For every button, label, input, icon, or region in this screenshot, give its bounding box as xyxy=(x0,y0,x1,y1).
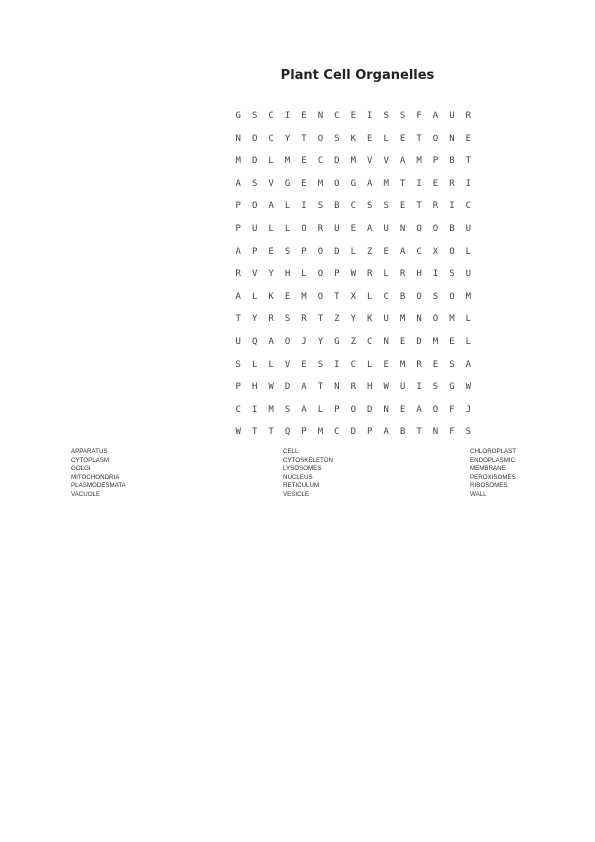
word-search-grid xyxy=(230,108,477,447)
grid-letter: A xyxy=(235,246,241,257)
grid-letter: L xyxy=(268,359,274,370)
grid-letter: T xyxy=(268,427,274,438)
grid-letter: P xyxy=(301,246,307,257)
grid-letter: R xyxy=(317,223,324,234)
grid-letter: L xyxy=(301,269,307,280)
grid-row xyxy=(230,108,477,131)
grid-letter: P xyxy=(301,427,307,438)
grid-letter: S xyxy=(251,111,258,121)
grid-letter: L xyxy=(465,246,472,257)
grid-letter: O xyxy=(350,404,356,415)
grid-letter: N xyxy=(416,314,422,325)
grid-letter: H xyxy=(416,269,422,280)
grid-letter: R xyxy=(416,359,422,370)
grid-letter: A xyxy=(432,111,439,121)
grid-letter: X xyxy=(432,246,439,257)
grid-letter: R xyxy=(350,382,356,393)
word-list-item: MEMBRANE xyxy=(470,465,506,473)
grid-letter: S xyxy=(317,359,324,370)
grid-letter: N xyxy=(399,223,406,234)
grid-letter: Y xyxy=(251,314,258,325)
grid-letter: W xyxy=(383,382,389,393)
grid-letter: M xyxy=(383,178,389,189)
grid-letter: O xyxy=(317,133,324,144)
grid-letter: T xyxy=(235,314,241,325)
grid-letter: J xyxy=(465,404,472,415)
grid-letter: N xyxy=(383,404,389,415)
grid-letter: M xyxy=(350,156,356,167)
grid-letter: H xyxy=(284,269,291,280)
grid-letter: P xyxy=(235,223,241,234)
grid-letter: S xyxy=(432,291,439,302)
grid-letter: W xyxy=(235,427,241,438)
grid-letter: E xyxy=(350,111,356,121)
grid-letter: H xyxy=(367,382,373,393)
grid-letter: V xyxy=(268,178,274,189)
grid-letter: C xyxy=(350,359,356,370)
grid-letter: J xyxy=(301,336,307,347)
grid-letter: A xyxy=(416,404,422,415)
word-list-column-3 xyxy=(470,448,516,500)
grid-letter: N xyxy=(334,382,340,393)
word-list-item: VESICLE xyxy=(283,490,310,498)
grid-letter: L xyxy=(268,223,274,234)
grid-letter: O xyxy=(432,133,439,144)
grid-letter: O xyxy=(284,336,291,347)
grid-letter: T xyxy=(399,178,406,189)
grid-row xyxy=(230,289,477,312)
grid-letter: E xyxy=(268,246,274,257)
grid-letter: S xyxy=(284,246,291,257)
grid-letter: S xyxy=(399,111,406,121)
grid-letter: T xyxy=(465,156,472,167)
grid-letter: I xyxy=(301,201,307,212)
grid-letter: E xyxy=(350,223,356,234)
grid-letter: A xyxy=(399,246,406,257)
grid-letter: O xyxy=(416,291,422,302)
grid-letter: O xyxy=(251,201,258,212)
grid-letter: L xyxy=(284,201,291,212)
grid-letter: I xyxy=(449,201,455,212)
grid-letter: E xyxy=(301,111,307,121)
grid-row xyxy=(230,221,477,244)
grid-letter: S xyxy=(432,382,439,393)
grid-letter: L xyxy=(465,314,472,325)
grid-letter: R xyxy=(399,269,406,280)
word-list-item: RIBOSOMES xyxy=(470,482,508,490)
word-list-item: CHLOROPLAST xyxy=(470,448,517,455)
grid-letter: A xyxy=(399,156,406,167)
grid-letter: L xyxy=(383,133,389,144)
grid-letter: A xyxy=(367,223,373,234)
grid-letter: L xyxy=(465,336,472,347)
grid-letter: S xyxy=(251,178,258,189)
grid-letter: T xyxy=(334,291,340,302)
grid-letter: T xyxy=(416,133,422,144)
grid-letter: A xyxy=(235,178,241,189)
grid-letter: M xyxy=(432,336,439,347)
grid-letter: U xyxy=(334,223,340,234)
grid-letter: N xyxy=(383,336,389,347)
grid-letter: A xyxy=(268,336,274,347)
grid-letter: T xyxy=(317,382,324,393)
grid-letter: C xyxy=(416,246,422,257)
grid-letter: D xyxy=(367,404,373,415)
grid-letter: E xyxy=(399,133,406,144)
grid-letter: M xyxy=(268,404,274,415)
grid-row xyxy=(230,153,477,176)
grid-letter: C xyxy=(334,427,340,438)
grid-letter: E xyxy=(449,336,455,347)
grid-letter: C xyxy=(350,201,356,212)
grid-letter: E xyxy=(301,178,307,189)
grid-letter: M xyxy=(317,427,324,438)
grid-letter: C xyxy=(268,133,274,144)
grid-letter: R xyxy=(465,111,472,121)
grid-letter: L xyxy=(268,156,274,167)
grid-letter: F xyxy=(449,427,455,438)
grid-letter: K xyxy=(367,314,373,325)
grid-letter: I xyxy=(367,111,373,121)
grid-letter: K xyxy=(268,291,274,302)
grid-letter: D xyxy=(251,156,258,167)
grid-letter: N xyxy=(432,427,439,438)
grid-letter: T xyxy=(416,201,422,212)
grid-letter: B xyxy=(399,427,406,438)
grid-letter: A xyxy=(301,382,307,393)
grid-letter: G xyxy=(350,178,356,189)
grid-row xyxy=(230,176,477,199)
grid-letter: E xyxy=(367,133,373,144)
grid-letter: L xyxy=(383,269,389,280)
grid-letter: S xyxy=(449,359,455,370)
grid-letter: Y xyxy=(268,269,274,280)
grid-letter: Y xyxy=(317,336,324,347)
grid-letter: I xyxy=(334,359,340,370)
grid-letter: Y xyxy=(284,133,291,144)
grid-letter: S xyxy=(317,201,324,212)
grid-letter: T xyxy=(416,427,422,438)
grid-letter: L xyxy=(284,223,291,234)
grid-letter: P xyxy=(334,269,340,280)
grid-letter: K xyxy=(350,133,356,144)
grid-letter: S xyxy=(284,314,291,325)
grid-letter: S xyxy=(383,111,389,121)
grid-letter: E xyxy=(399,404,406,415)
grid-letter: P xyxy=(432,156,439,167)
page-title: Plant Cell Organelles xyxy=(280,68,435,83)
grid-letter: U xyxy=(251,223,258,234)
grid-letter: O xyxy=(416,223,422,234)
grid-letter: S xyxy=(284,404,291,415)
grid-letter: E xyxy=(301,359,307,370)
grid-letter: G xyxy=(449,382,455,393)
grid-letter: C xyxy=(383,291,389,302)
grid-letter: A xyxy=(383,427,389,438)
grid-letter: O xyxy=(334,178,340,189)
grid-letter: W xyxy=(465,382,472,393)
grid-letter: Z xyxy=(367,246,373,257)
grid-letter: R xyxy=(235,269,241,280)
word-list-item: RETICULUM xyxy=(283,482,320,490)
grid-letter: M xyxy=(301,291,307,302)
word-list-item: LYSOSOMES xyxy=(283,465,322,473)
grid-letter: G xyxy=(334,336,340,347)
grid-letter: X xyxy=(350,291,356,302)
grid-letter: D xyxy=(350,427,356,438)
grid-letter: C xyxy=(235,404,241,415)
grid-row xyxy=(230,424,477,447)
grid-letter: L xyxy=(317,404,324,415)
grid-letter: O xyxy=(432,223,439,234)
grid-row xyxy=(230,244,477,267)
grid-letter: C xyxy=(465,201,472,212)
grid-letter: L xyxy=(367,291,373,302)
word-list-item: CYTOPLASM xyxy=(71,456,110,464)
grid-letter: D xyxy=(284,382,291,393)
grid-letter: M xyxy=(449,314,455,325)
grid-letter: S xyxy=(235,359,241,370)
grid-letter: F xyxy=(416,111,422,121)
grid-letter: Z xyxy=(350,336,356,347)
grid-letter: D xyxy=(416,336,422,347)
grid-letter: E xyxy=(399,201,406,212)
grid-letter: P xyxy=(235,201,241,212)
grid-letter: B xyxy=(449,223,455,234)
grid-letter: P xyxy=(334,404,340,415)
word-list-item: APPARATUS xyxy=(71,448,108,455)
grid-letter: V xyxy=(251,269,258,280)
grid-letter: U xyxy=(235,336,241,347)
grid-letter: C xyxy=(317,156,324,167)
grid-letter: O xyxy=(317,246,324,257)
grid-letter: R xyxy=(432,201,439,212)
grid-letter: E xyxy=(284,291,291,302)
grid-letter: M xyxy=(399,314,406,325)
word-list-item: GOLGI xyxy=(71,465,91,473)
grid-row xyxy=(230,266,477,289)
grid-letter: V xyxy=(284,359,291,370)
grid-letter: E xyxy=(432,178,439,189)
grid-letter: G xyxy=(235,111,241,121)
grid-letter: A xyxy=(465,359,472,370)
grid-letter: A xyxy=(301,404,307,415)
grid-letter: S xyxy=(449,269,455,280)
grid-letter: L xyxy=(350,246,356,257)
grid-row xyxy=(230,131,477,154)
grid-letter: T xyxy=(251,427,258,438)
grid-letter: D xyxy=(334,246,340,257)
grid-letter: O xyxy=(432,404,439,415)
grid-letter: G xyxy=(284,178,291,189)
grid-row xyxy=(230,198,477,221)
grid-row xyxy=(230,311,477,334)
grid-letter: B xyxy=(399,291,406,302)
word-list-item: PLASMODESMATA xyxy=(71,482,126,490)
word-list-item: ENDOPLASMIC xyxy=(470,456,516,464)
grid-row xyxy=(230,402,477,425)
word-list-column-1 xyxy=(71,448,126,500)
grid-letter: L xyxy=(367,359,373,370)
grid-letter: P xyxy=(251,246,258,257)
grid-letter: C xyxy=(334,111,340,121)
grid-letter: U xyxy=(465,223,472,234)
grid-letter: E xyxy=(383,359,389,370)
grid-letter: N xyxy=(449,133,455,144)
grid-letter: O xyxy=(432,314,439,325)
grid-letter: O xyxy=(317,291,324,302)
grid-letter: A xyxy=(235,291,241,302)
grid-letter: Z xyxy=(334,314,340,325)
grid-letter: I xyxy=(251,404,258,415)
word-list-item: MITOCHONDRIA xyxy=(71,473,120,481)
grid-letter: B xyxy=(334,201,340,212)
grid-letter: B xyxy=(449,156,455,167)
grid-letter: E xyxy=(465,133,472,144)
grid-letter: S xyxy=(383,201,389,212)
grid-letter: C xyxy=(268,111,274,121)
grid-letter: C xyxy=(367,336,373,347)
grid-letter: M xyxy=(284,156,291,167)
grid-letter: U xyxy=(449,111,455,121)
grid-letter: L xyxy=(251,359,258,370)
grid-letter: M xyxy=(416,156,422,167)
grid-letter: T xyxy=(301,133,307,144)
grid-letter: O xyxy=(317,269,324,280)
grid-letter: R xyxy=(301,314,307,325)
grid-letter: S xyxy=(367,201,373,212)
grid-letter: I xyxy=(284,111,291,121)
grid-letter: M xyxy=(465,291,472,302)
word-list-item: PEROXISOMES xyxy=(470,473,516,481)
grid-letter: O xyxy=(301,223,307,234)
grid-letter: H xyxy=(251,382,258,393)
grid-letter: A xyxy=(367,178,373,189)
grid-letter: E xyxy=(432,359,439,370)
grid-letter: R xyxy=(268,314,274,325)
grid-letter: P xyxy=(367,427,373,438)
grid-letter: Y xyxy=(350,314,356,325)
word-list-item: VACUOLE xyxy=(71,490,101,498)
grid-letter: L xyxy=(251,291,258,302)
grid-row xyxy=(230,379,477,402)
word-list-item: WALL xyxy=(470,490,487,498)
grid-letter: Q xyxy=(284,427,291,438)
grid-letter: N xyxy=(235,133,241,144)
word-list-item: CYTOSKELETON xyxy=(283,456,333,464)
grid-letter: T xyxy=(317,314,324,325)
grid-row xyxy=(230,357,477,380)
grid-letter: O xyxy=(251,133,258,144)
word-list-item: NUCLEUS xyxy=(283,473,313,481)
grid-letter: F xyxy=(449,404,455,415)
grid-letter: E xyxy=(383,246,389,257)
grid-letter: U xyxy=(383,314,389,325)
grid-letter: N xyxy=(317,111,324,121)
grid-letter: E xyxy=(301,156,307,167)
grid-letter: E xyxy=(399,336,406,347)
grid-letter: M xyxy=(317,178,324,189)
grid-letter: P xyxy=(235,382,241,393)
grid-letter: U xyxy=(465,269,472,280)
grid-letter: I xyxy=(465,178,472,189)
grid-letter: V xyxy=(383,156,389,167)
grid-letter: D xyxy=(334,156,340,167)
grid-letter: O xyxy=(449,291,455,302)
grid-letter: M xyxy=(399,359,406,370)
grid-letter: V xyxy=(367,156,373,167)
grid-letter: R xyxy=(449,178,455,189)
grid-letter: W xyxy=(350,269,356,280)
grid-letter: S xyxy=(465,427,472,438)
grid-letter: S xyxy=(334,133,340,144)
grid-letter: I xyxy=(416,178,422,189)
grid-letter: U xyxy=(399,382,406,393)
grid-row xyxy=(230,334,477,357)
grid-letter: I xyxy=(416,382,422,393)
grid-letter: I xyxy=(432,269,439,280)
grid-letter: Q xyxy=(251,336,258,347)
grid-letter: O xyxy=(449,246,455,257)
word-list-column-2 xyxy=(283,448,333,500)
word-list-item: CELL xyxy=(283,448,299,455)
grid-letter: W xyxy=(268,382,274,393)
grid-letter: M xyxy=(235,156,241,167)
grid-letter: A xyxy=(268,201,274,212)
grid-letter: R xyxy=(367,269,373,280)
grid-letter: U xyxy=(383,223,389,234)
